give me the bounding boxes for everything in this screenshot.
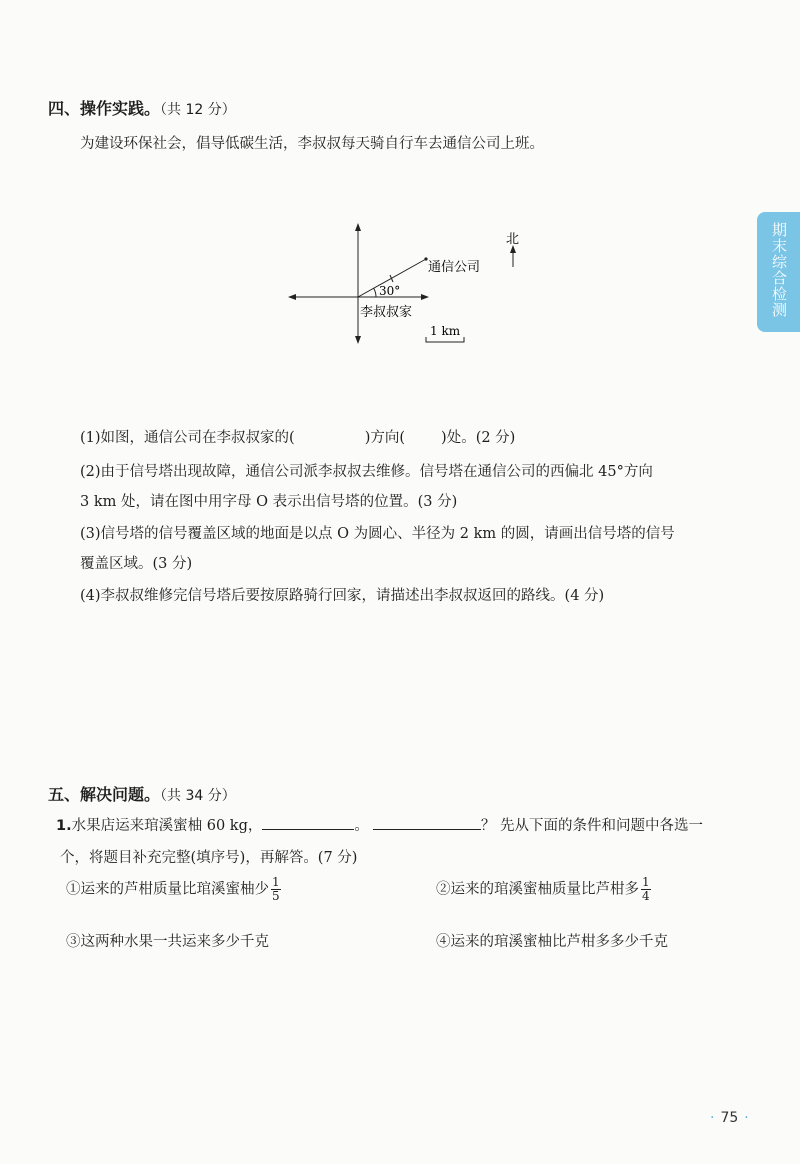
option-2-numerator: 1	[642, 875, 650, 889]
north-label: 北	[506, 232, 520, 247]
option-2-denominator: 4	[642, 889, 650, 903]
q1-part-c: )处。(2 分)	[441, 430, 516, 446]
problem1-part-b: 。	[354, 818, 369, 834]
option-1	[66, 876, 281, 903]
problem1-number: 1.	[56, 818, 72, 834]
side-tab	[757, 212, 800, 332]
section4-score: （共 12 分）	[160, 102, 236, 118]
section4-intro: 为建设环保社会，倡导低碳生活，李叔叔每天骑自行车去通信公司上班。	[80, 136, 544, 152]
problem1-part-a: 水果店运来琯溪蜜柚 60 kg，	[71, 818, 263, 834]
home-label: 李叔叔家	[360, 305, 413, 320]
q2-line1: (2)由于信号塔出现故障，通信公司派李叔叔去维修。信号塔在通信公司的西偏北 45°方向	[80, 464, 653, 480]
problem1-line1	[56, 814, 703, 835]
problem1-blank-question[interactable]	[373, 829, 481, 830]
page-dot-left: ·	[710, 1110, 715, 1126]
section5-heading: 五、解决问题。	[48, 785, 161, 804]
map-diagram	[280, 215, 540, 355]
section5-title	[48, 782, 236, 805]
q3-line2: 覆盖区域。(3 分)	[80, 556, 193, 572]
option-2-fraction	[641, 876, 651, 903]
scale-label: 1 km	[430, 324, 461, 338]
option-2	[436, 876, 651, 903]
q1	[80, 426, 515, 447]
section4-heading: 四、操作实践。	[48, 99, 161, 118]
q2-line2: 3 km 处，请在图中用字母 O 表示出信号塔的位置。(3 分)	[80, 494, 458, 510]
q1-part-a: (1)如图，通信公司在李叔叔家的(	[80, 430, 295, 446]
problem1-line2: 个，将题目补充完整(填序号)，再解答。(7 分)	[60, 850, 358, 866]
problem1-part-c: ？ 先从下面的条件和问题中各选一	[480, 818, 703, 834]
side-tab-label: 期末综合检测	[770, 222, 788, 318]
q3-line1: (3)信号塔的信号覆盖区域的地面是以点 O 为圆心、半径为 2 km 的圆，请画出信号塔的信号	[80, 526, 675, 542]
q4: (4)李叔叔维修完信号塔后要按原路骑行回家，请描述出李叔叔返回的路线。(4 分)	[80, 588, 605, 604]
option-1-fraction	[271, 876, 281, 903]
page-dot-right: ·	[744, 1110, 749, 1126]
angle-arc	[374, 288, 376, 297]
option-2-text: ②运来的琯溪蜜柚质量比芦柑多	[436, 881, 639, 898]
option-1-numerator: 1	[272, 875, 280, 889]
option-4: ④运来的琯溪蜜柚比芦柑多多少千克	[436, 934, 668, 950]
company-label: 通信公司	[428, 260, 481, 275]
option-1-text: ①运来的芦柑质量比琯溪蜜柚少	[66, 881, 269, 898]
page-number-value: 75	[720, 1110, 739, 1126]
section5-score: （共 34 分）	[160, 788, 236, 804]
q1-part-b: )方向(	[364, 430, 406, 446]
problem1-blank-condition[interactable]	[262, 829, 354, 830]
option-1-denominator: 5	[272, 889, 280, 903]
option-3: ③这两种水果一共运来多少千克	[66, 934, 269, 950]
page-number	[704, 1110, 755, 1126]
section4-title	[48, 96, 236, 119]
angle-label: 30°	[379, 284, 401, 298]
